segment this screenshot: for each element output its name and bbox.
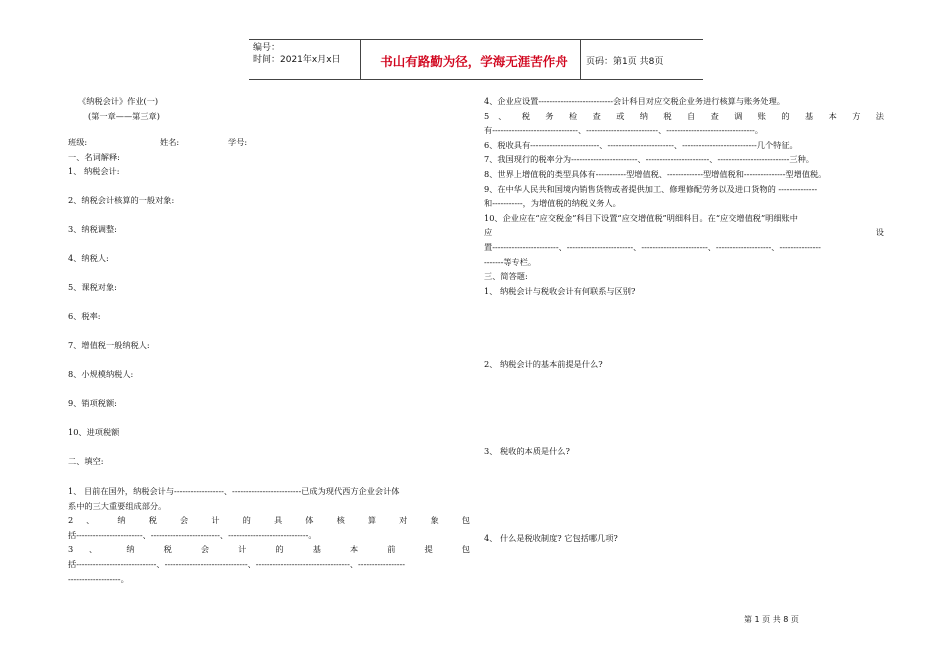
assignment-subtitle: (第一章——第三章): [88, 110, 160, 121]
fill-item-10-cont: [484, 225, 884, 240]
fill-item-3-cont2: -------------------。: [68, 573, 129, 584]
fill-item-8: 8、世界上增值税的类型具体有-----------型增值税、-------------型增值税和---------------型增值税。: [484, 168, 827, 179]
term-item: 9、销项税额:: [68, 398, 117, 409]
fill-item-2: 2 、 纳 税 会 计 的 具 体 核 算 对 象 包: [68, 515, 470, 526]
fill-item-7: 7、我国现行的税率分为------------------------、-----------------------、--------------------------三种。: [484, 154, 814, 165]
fill-item-6: 6、税收具有-------------------------、------------------------、---------------------------几个特征。: [484, 139, 798, 150]
student-info-row: [68, 135, 470, 150]
term-item: 10、进项税额: [68, 427, 120, 438]
fill-item-3: 3 、 纳 税 会 计 的 基 本 前 提 包: [68, 544, 470, 555]
fill-item-10-word-b: 设: [875, 227, 884, 238]
term-item: 2、纳税会计核算的一般对象:: [68, 195, 175, 206]
fill-item-4: 4、企业应设置---------------------------会计科目对应交税企业务进行核算与账务处理。: [484, 96, 785, 106]
header-divider-right: [580, 40, 581, 79]
fill-item-10-cont3: -------等专栏。: [484, 256, 537, 267]
term-item: 4、纳税人:: [68, 253, 109, 264]
section-definitions-heading: 一、名词解释:: [68, 151, 120, 162]
fill-item-9-cont: 和-----------，为增值税的纳税义务人。: [484, 198, 621, 209]
term-item: 6、税率:: [68, 311, 101, 322]
fill-item-9: 9、在中华人民共和国境内销售货物或者提供加工、修理修配劳务以及进口货物的 --------------: [484, 183, 818, 194]
assignment-title: 《纳税会计》作业(一): [78, 96, 159, 106]
fill-item-10-word-a: 应: [484, 227, 493, 238]
header-motto: 书山有路勤为径，学海无涯苦作舟: [380, 54, 568, 69]
term-item: 3、纳税调整:: [68, 224, 117, 235]
fill-item-3-cont: 括-----------------------------、------------------------------、----------------------------------、-----------------: [68, 558, 406, 569]
fill-item-1: 1、 目前在国外，纳税会计与------------------、-------------------------已成为现代西方企业会计体: [68, 485, 400, 496]
student-id-label: 学号:: [228, 137, 248, 148]
term-item: 5、课税对象:: [68, 282, 117, 293]
section-fill-heading: 二、填空:: [68, 456, 104, 467]
fill-item-2-cont: 括------------------------、-------------------------、-----------------------------。: [68, 529, 317, 540]
right-column: [484, 94, 884, 545]
header-id-label: 编号：: [253, 43, 281, 53]
term-item: 1、 纳税会计:: [68, 166, 120, 177]
header-time-label: 时间：2021年x月x日: [253, 55, 341, 65]
class-label: 班级:: [68, 137, 88, 148]
fill-item-10: 10、企业应在“应交税金”科目下设置“应交增值税”明细科目。在“应交增值税”明细账中: [484, 212, 798, 223]
name-label: 姓名:: [160, 137, 180, 148]
fill-item-5: 5 、 税 务 检 查 或 纳 税 自 查 调 账 的 基 本 方 法: [484, 110, 884, 121]
question-item: 2、 纳税会计的基本前提是什么?: [484, 358, 603, 369]
page-footer: 第 1 页 共 8 页: [744, 615, 799, 624]
fill-item-1-cont: 系中的三大重要组成部分。: [68, 500, 167, 511]
term-item: 7、增值税一般纳税人:: [68, 340, 150, 351]
header-meta: [253, 42, 341, 66]
question-item: 3、 税收的本质是什么?: [484, 445, 570, 456]
fill-item-5-cont: 有-------------------------------、--------------------------、--------------------------------。: [484, 125, 763, 136]
term-item: 8、小规模纳税人:: [68, 369, 134, 380]
fill-item-10-cont2: 置------------------------、------------------------、------------------------、--------------------、---------------: [484, 241, 821, 252]
section-short-answer-heading: 三、简答题:: [484, 271, 528, 282]
question-item: 4、 什么是税收制度? 它包括哪几项?: [484, 532, 618, 543]
question-item: 1、 纳税会计与税收会计有何联系与区别?: [484, 285, 636, 296]
document-header: [249, 39, 703, 80]
header-page-info: 页码：第1页 共8页: [586, 57, 664, 67]
left-column: [68, 94, 470, 586]
